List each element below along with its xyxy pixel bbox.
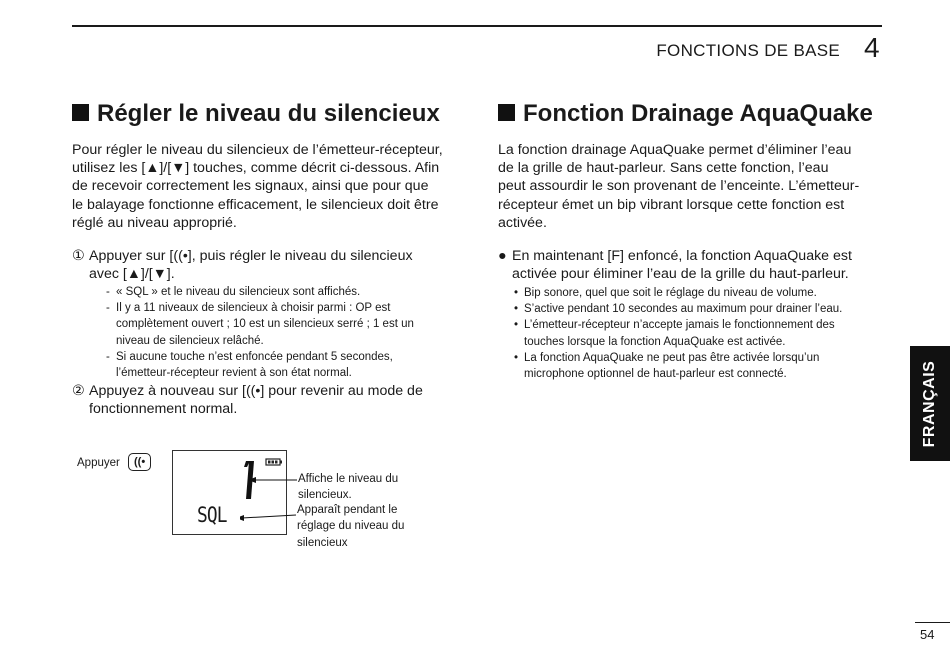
note-item: • La fonction AquaQuake ne peut pas être activée lorsqu’un microphone optionnel de haut-parleur est connecté. — [514, 351, 820, 381]
step-note: - Il y a 11 niveaux de silencieux à choisir parmi : OP est complètement ouvert ; 10 est un silencieux serré ; 1 est un niveau de silencieux relâché. — [106, 302, 414, 347]
aquaquake-instructions — [498, 247, 893, 382]
intro-line: La fonction drainage AquaQuake permet d’éliminer l’eau — [498, 142, 852, 158]
header-rule — [72, 25, 882, 27]
intro-line: activée. — [498, 214, 547, 231]
callout-arrows — [240, 470, 300, 530]
note-item: • S’active pendant 10 secondes au maximum pour drainer l’eau. — [514, 303, 843, 316]
instruction-bullet — [498, 247, 893, 283]
instruction-line: En maintenant [F] enfoncé, la fonction AquaQuake est — [512, 248, 852, 264]
footer-rule — [915, 622, 950, 623]
callout-line-2 — [242, 515, 296, 518]
note-item: • Bip sonore, quel que soit le réglage du niveau de volume. — [514, 287, 817, 299]
step-line: Appuyez à nouveau sur [((•] pour revenir au mode de — [89, 383, 423, 400]
step-notes — [106, 284, 472, 381]
intro-line: récepteur émet un bip vibrant lorsque cette fonction est — [498, 196, 845, 213]
language-tab — [910, 346, 950, 461]
intro-line: le balayage fonctionne efficacement, le silencieux doit être — [72, 196, 439, 213]
callout-level: Affiche le niveau du silencieux. — [298, 473, 399, 502]
step-line: fonctionnement normal. — [89, 401, 238, 418]
battery-tip — [280, 461, 282, 464]
lcd-sql-text: SQL — [197, 503, 227, 527]
intro-paragraph-left — [72, 141, 462, 232]
intro-line: Pour régler le niveau du silencieux de l’émetteur-récepteur, — [72, 142, 443, 158]
intro-line: de la grille de haut-parleur. Sans cette fonction, l’eau — [498, 160, 829, 177]
note-item: • L’émetteur-récepteur n’accepte jamais le fonctionnement des touches lorsque la fonction AquaQuake est activée. — [514, 319, 835, 348]
step-number: ① — [72, 248, 85, 264]
steps-list — [72, 247, 472, 418]
section-heading-squelch — [72, 100, 440, 128]
page-number: 54 — [920, 627, 935, 642]
step-line: avec [▲]/[▼]. — [89, 266, 175, 282]
bullet-dot-icon: ● — [498, 248, 507, 264]
heading-text: Fonction Drainage AquaQuake — [523, 100, 873, 127]
monitor-button-icon: ((• — [128, 453, 151, 471]
battery-bar — [268, 461, 271, 464]
step-2 — [72, 382, 472, 418]
intro-line: peut assourdir le son provenant de l’enceinte. L’émetteur- — [498, 178, 860, 195]
chapter-number: 4 — [864, 32, 880, 63]
battery-bar — [275, 461, 278, 464]
battery-bar — [272, 461, 275, 464]
step-number: ② — [72, 383, 85, 400]
language-tab-label: FRANÇAIS — [921, 360, 938, 447]
section-heading-aquaquake — [498, 100, 873, 128]
step-note: - « SQL » et le niveau du silencieux sont affichés. — [106, 286, 361, 298]
chapter-title: FONCTIONS DE BASE — [656, 41, 840, 60]
step-1 — [72, 247, 472, 381]
intro-line: utilisez les [▲]/[▼] touches, comme décrit ci-dessous. Afin — [72, 160, 440, 177]
callout-arrowhead-1 — [248, 477, 256, 483]
step-line: Appuyer sur [((•], puis régler le niveau du silencieux — [89, 248, 413, 264]
callout-sql: Apparaît pendant le réglage du niveau du silencieux — [297, 504, 405, 549]
intro-line: de recevoir correctement les signaux, ainsi que pour que — [72, 178, 429, 195]
instruction-line: activée pour éliminer l’eau de la grille du haut-parleur. — [512, 266, 849, 282]
intro-line: réglé au niveau approprié. — [72, 214, 237, 231]
square-bullet-icon — [72, 104, 89, 121]
intro-paragraph-right — [498, 141, 888, 232]
step-note: - Si aucune touche n’est enfoncée pendant 5 secondes, l’émetteur-récepteur revient à son état normal. — [106, 350, 393, 380]
heading-text: Régler le niveau du silencieux — [97, 100, 440, 127]
square-bullet-icon — [498, 104, 515, 121]
press-label: Appuyer — [77, 457, 120, 469]
callout-arrowhead-2 — [240, 515, 244, 521]
instruction-notes — [514, 285, 893, 382]
